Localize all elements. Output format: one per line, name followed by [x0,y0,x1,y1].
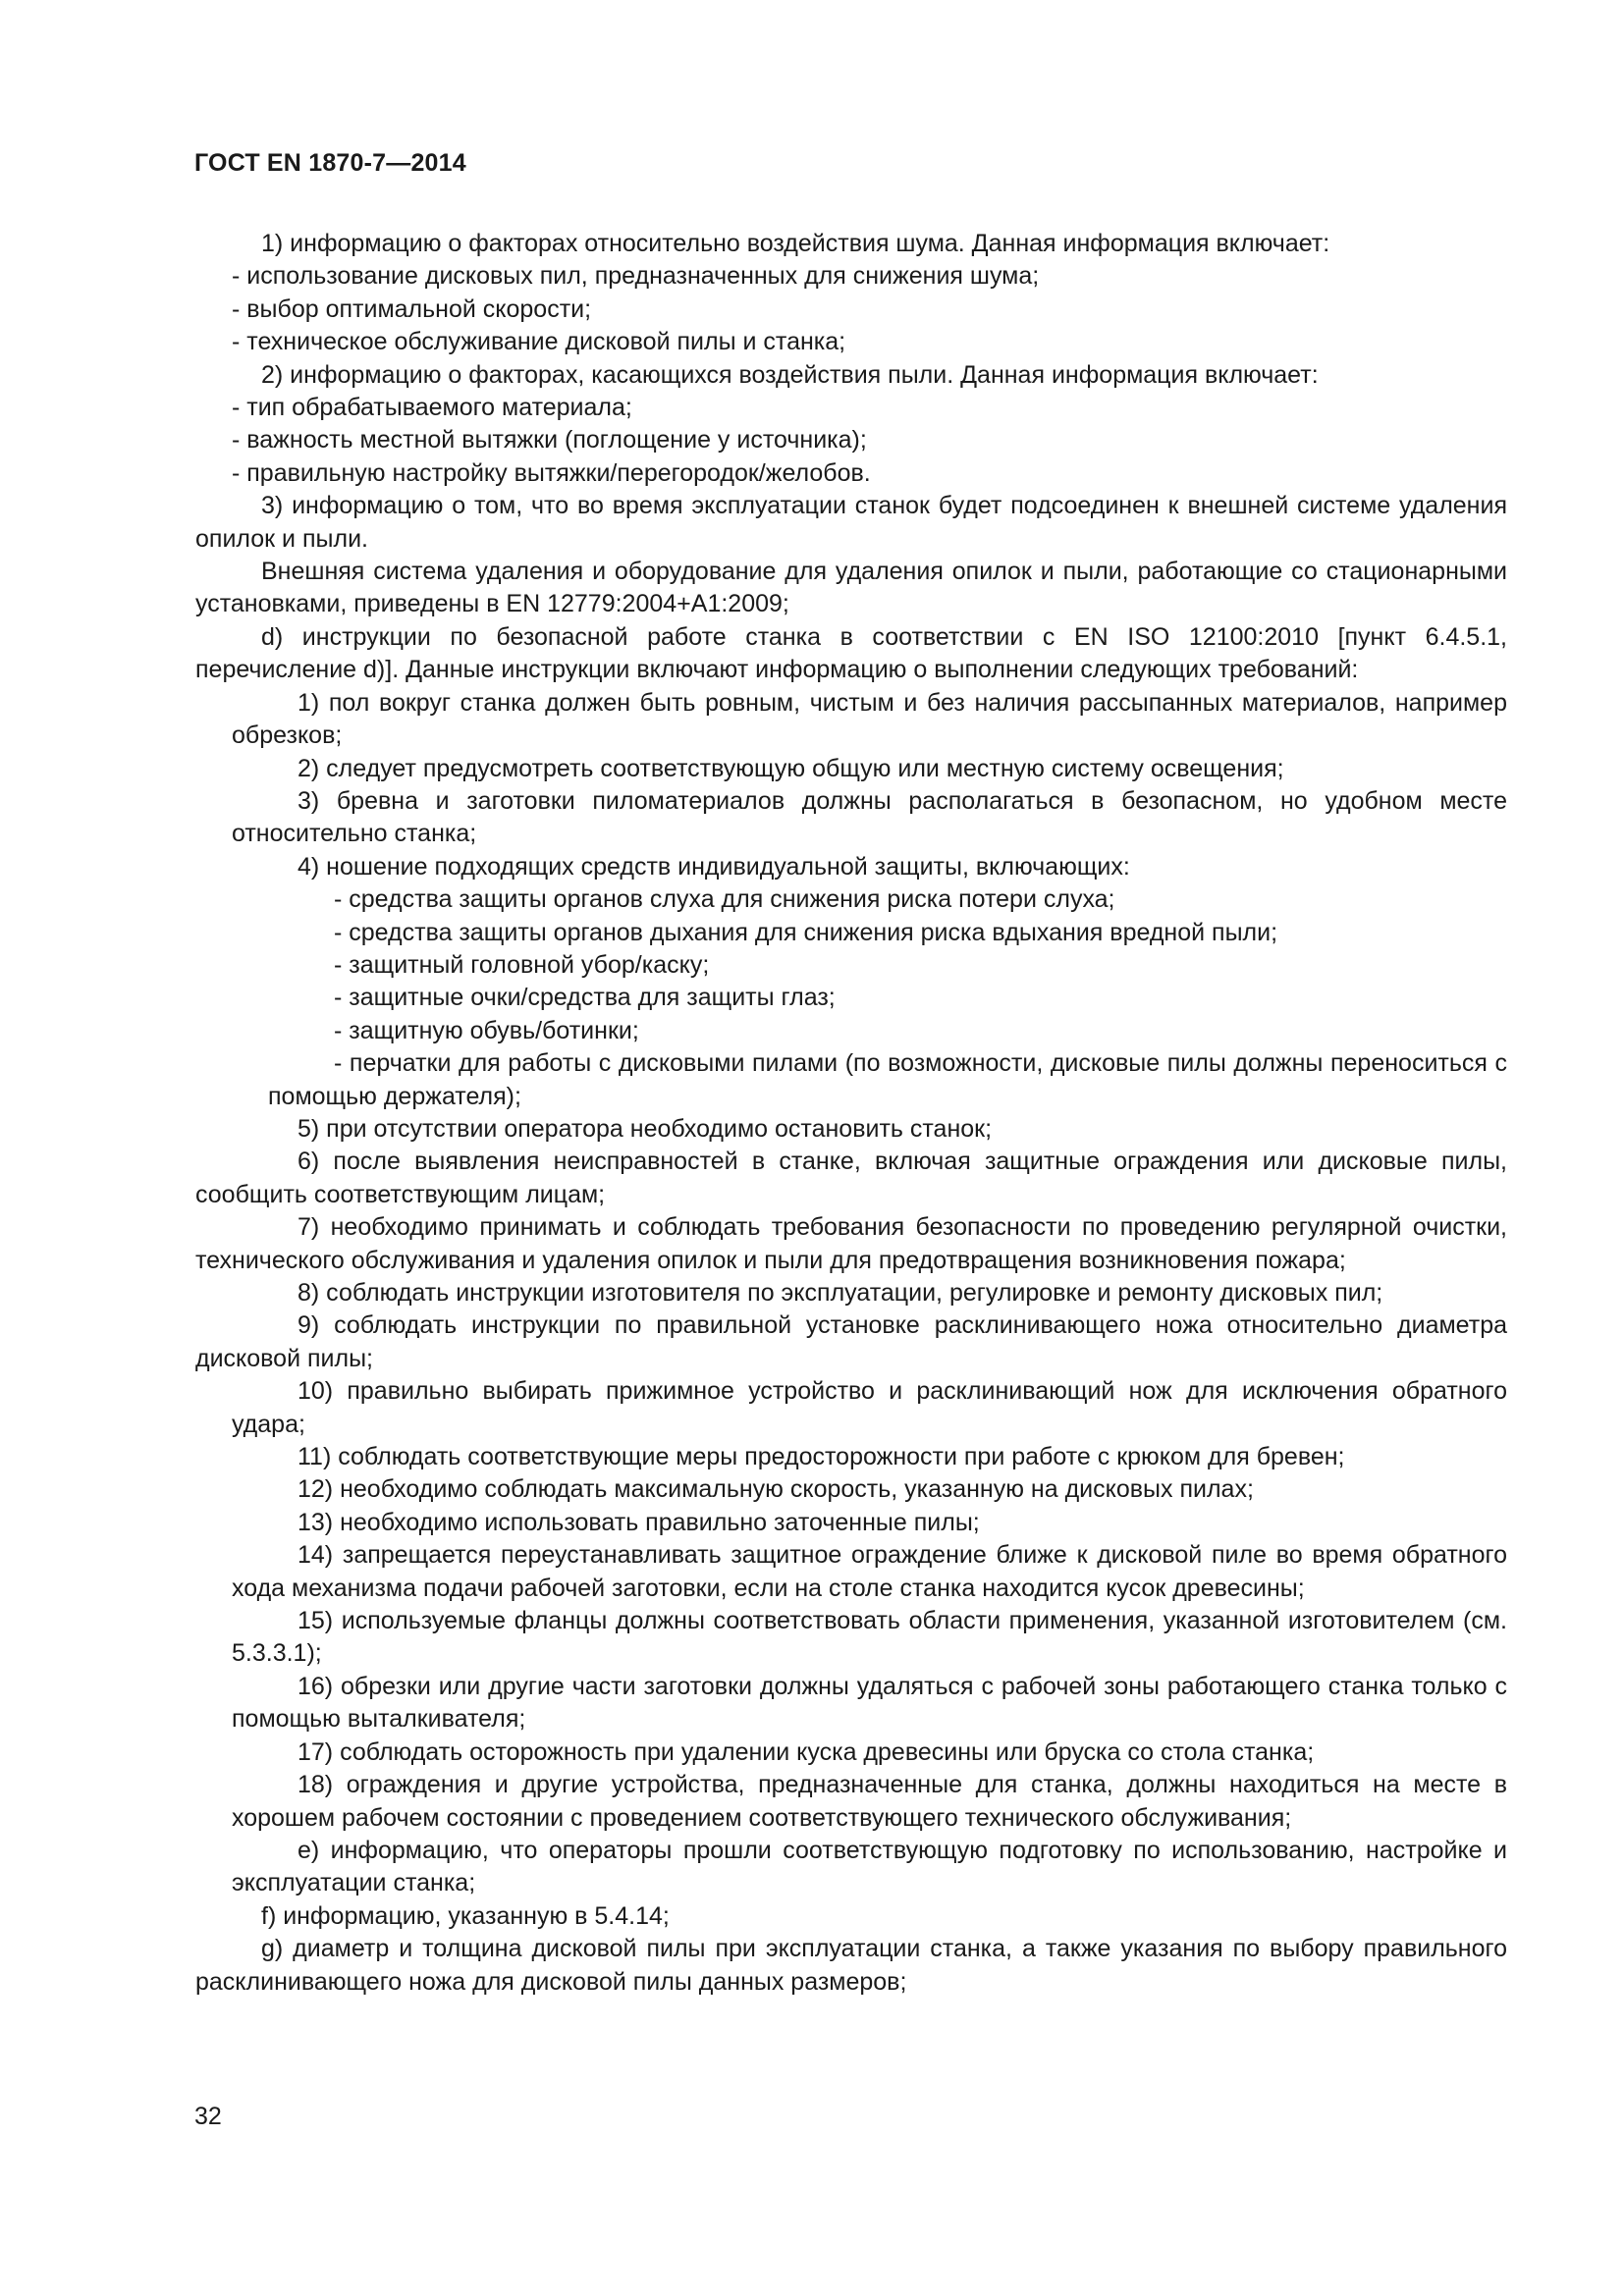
paragraph: - важность местной вытяжки (поглощение у источника); [232,426,867,454]
paragraph: 1) пол вокруг станка должен быть ровным, чистым и без наличия рассыпанных материалов, например обрезков; [232,688,1507,750]
paragraph: - использование дисковых пил, предназначенных для снижения шума; [232,262,1040,291]
paragraph: g) диаметр и толщина дисковой пилы при эксплуатации станка, а также указания по выбору правильного расклинивающего ножа для дисковой пилы данных размеров; [195,1935,1507,1996]
paragraph: 4) ношение подходящих средств индивидуальной защиты, включающих: [298,852,1130,881]
paragraph: d) инструкции по безопасной работе станка в соответствии с EN ISO 12100:2010 [пункт 6.4.5.1, перечисление d)]. Данные инструкции включают информацию о выполнении следующих требований: [195,622,1507,684]
paragraph: 16) обрезки или другие части заготовки должны удаляться с рабочей зоны работающего станка только с помощью выталкивателя; [232,1672,1507,1734]
paragraph: 6) после выявления неисправностей в станке, включая защитные ограждения или дисковые пилы, сообщить соответствующим лицам; [195,1148,1507,1208]
paragraph: - средства защиты органов слуха для снижения риска потери слуха; [334,885,1115,914]
paragraph: - защитную обувь/ботинки; [334,1016,639,1044]
paragraph: 12) необходимо соблюдать максимальную скорость, указанную на дисковых пилах; [298,1475,1254,1504]
document-header: ГОСТ EN 1870-7—2014 [194,149,466,177]
paragraph: - тип обрабатываемого материала; [232,394,632,422]
paragraph: 1) информацию о факторах относительно воздействия шума. Данная информация включает: [261,230,1330,257]
paragraph: Внешняя система удаления и оборудование для удаления опилок и пыли, работающие со стационарными установками, приведены в EN 12779:2004+A1:2009; [195,558,1507,618]
paragraph: - защитные очки/средства для защиты глаз; [334,984,836,1012]
paragraph: - защитный головной убор/каску; [334,950,710,979]
document-body [195,228,1507,1999]
paragraph: 14) запрещается переустанавливать защитное ограждение ближе к дисковой пиле во время обратного хода механизма подачи рабочей заготовки, если на столе станка находится кусок древесины; [232,1541,1507,1602]
paragraph: 10) правильно выбирать прижимное устройство и расклинивающий нож для исключения обратного удара; [232,1377,1507,1438]
paragraph: 8) соблюдать инструкции изготовителя по эксплуатации, регулировке и ремонту дисковых пил; [298,1279,1383,1307]
paragraph: 18) ограждения и другие устройства, предназначенные для станка, должны находиться на месте в хорошем рабочем состоянии с проведением соответствующего технического обслуживания; [232,1771,1507,1832]
paragraph: - правильную настройку вытяжки/перегородок/желобов. [232,458,871,487]
paragraph: 17) соблюдать осторожность при удалении куска древесины или бруска со стола станка; [298,1737,1315,1766]
paragraph: 3) информацию о том, что во время эксплуатации станок будет подсоединен к внешней системе удаления опилок и пыли. [195,492,1507,553]
paragraph: 5) при отсутствии оператора необходимо остановить станок; [298,1114,993,1143]
paragraph: - техническое обслуживание дисковой пилы и станка; [232,328,846,356]
paragraph: 2) следует предусмотреть соответствующую общую или местную систему освещения; [298,754,1284,782]
paragraph: f) информацию, указанную в 5.4.14; [261,1901,670,1930]
paragraph: - средства защиты органов дыхания для снижения риска вдыхания вредной пыли; [334,918,1278,946]
paragraph: 9) соблюдать инструкции по правильной установке расклинивающего ножа относительно диаметра дисковой пилы; [195,1311,1507,1372]
paragraph: - выбор оптимальной скорости; [232,294,592,323]
paragraph: 13) необходимо использовать правильно заточенные пилы; [298,1508,980,1536]
paragraph: 3) бревна и заготовки пиломатериалов должны располагаться в безопасном, но удобном месте относительно станка; [232,786,1507,848]
paragraph: 7) необходимо принимать и соблюдать требования безопасности по проведению регулярной очистки, технического обслуживания и удаления опилок и пыли для предотвращения возникновения пожара; [195,1213,1507,1274]
paragraph: - перчатки для работы с дисковыми пилами (по возможности, дисковые пилы должны переноситься с помощью держателя); [268,1049,1507,1110]
page-number: 32 [194,2103,222,2130]
paragraph: e) информацию, что операторы прошли соответствующую подготовку по использованию, настройке и эксплуатации станка; [232,1836,1507,1897]
paragraph: 15) используемые фланцы должны соответствовать области применения, указанной изготовителем (см. 5.3.3.1); [232,1607,1507,1668]
paragraph: 2) информацию о факторах, касающихся воздействия пыли. Данная информация включает: [261,360,1319,389]
paragraph: 11) соблюдать соответствующие меры предосторожности при работе с крюком для бревен; [298,1443,1345,1471]
